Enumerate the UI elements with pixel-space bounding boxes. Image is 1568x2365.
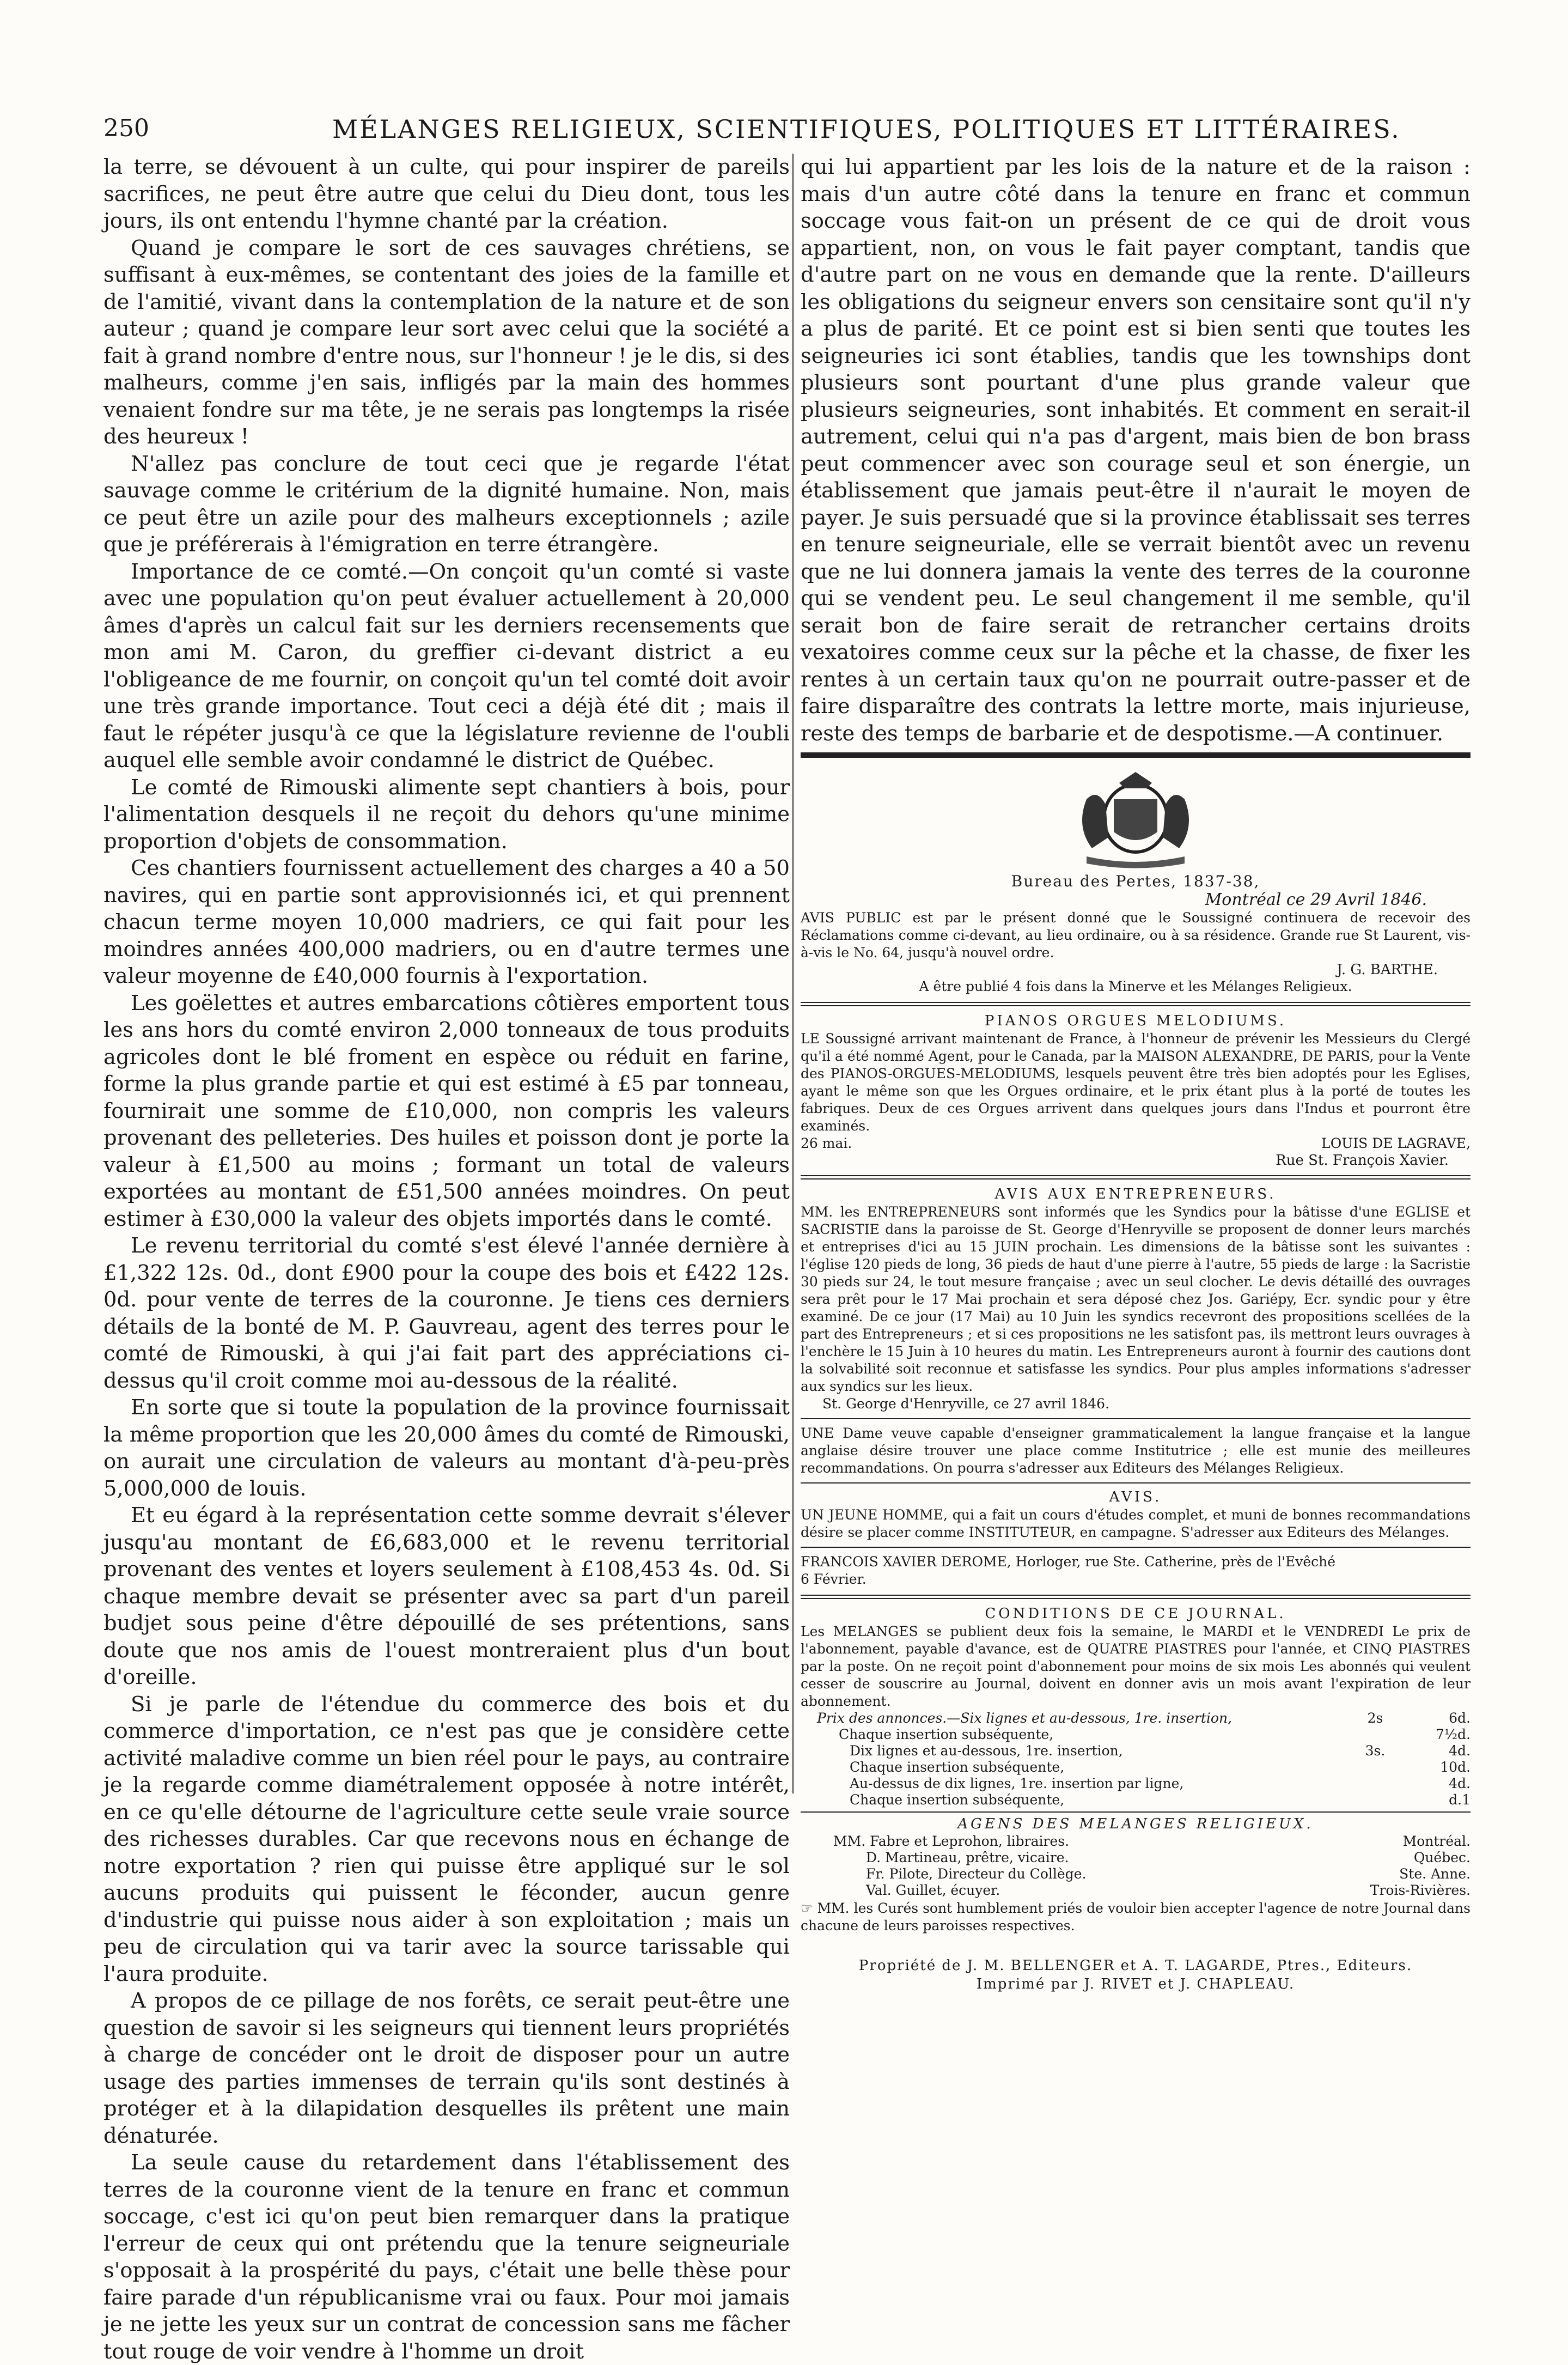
article-continuation: qui lui appartient par les lois de la nature et de la raison : mais d'un autre côté dans la tenure en franc et commun soccage vous fait-on un présent de ce qui de droit vous appartient, non, on vous le fait payer comptant, tandis que d'autre part on ne vous en demande que la rente. D'ailleurs les obligations du seigneur envers son censitaire sont qu'il n'y a plus de parité. Et ce point est si bien senti que toutes les seigneuries ici sont établies, tandis que les townships dont plusieurs sont pourtant d'une plus grande valeur que plusieurs seigneuries, sont inhabités. Et comment en serait-il autrement, celui qui n'a pas d'argent, mais bien de bon brass peut commencer avec son courage seul et son énergie, un établissement que jamais peut-être il n'aurait le moyen de payer. Je suis persuadé que si la province établissait ses terres en tenure seigneuriale, elle se verrait bientôt avec un revenu que ne lui donnera jamais la vente des terres de la couronne qui se vendent peu. Le seul changement il me semble, qu'il serait bon de faire serait de retrancher certains droits vexatoires comme ceux sur la pêche et la chasse, de fixer les rentes à un certain taux qu'on ne pourrait outre-passer et de faire disparaître des contrats la lettre morte, mais injurieuse, reste des temps de barbarie et de despotisme.—A continuer. bbox=[801, 155, 1471, 746]
pertes-dateline: Montréal ce 29 Avril 1846. bbox=[1205, 890, 1427, 909]
agents-section bbox=[801, 1816, 1471, 1935]
pertes-note: A être publié 4 fois dans la Minerve et les Mélanges Religieux. bbox=[919, 978, 1352, 994]
price-table bbox=[817, 1710, 1471, 1808]
jeune-homme-notice bbox=[801, 1489, 1471, 1541]
page-number: 250 bbox=[103, 114, 149, 142]
pianos-signature: LOUIS DE LAGRAVE, bbox=[1321, 1135, 1471, 1151]
pertes-heading: Bureau des Pertes, 1837-38, bbox=[1011, 872, 1260, 890]
notice-divider bbox=[801, 1175, 1471, 1180]
paragraph: Le comté de Rimouski alimente sept chantiers à bois, pour l'alimentation desquels il ne reçoit du dehors qu'une minime proportion d'objets de consommation. bbox=[103, 775, 790, 854]
price-row: Chaque insertion subséquente, 7½d. bbox=[839, 1726, 1471, 1742]
pertes-body: AVIS PUBLIC est par le présent donné que le Soussigné continuera de recevoir des Réclamations comme ci-devant, au lieu ordinaire, ou à sa résidence. Grande rue St Laurent, vis-à-vis le No. 64, jusqu'à nouvel ordre. bbox=[801, 910, 1471, 960]
column-divider bbox=[792, 154, 794, 1793]
price-row: Chaque insertion subséquente, 10d. bbox=[850, 1759, 1471, 1775]
paragraph: Ces chantiers fournissent actuellement des charges a 40 a 50 navires, qui en partie sont approvisionnés ici, et qui prennent chacun terme moyen 10,000 madriers, ce qui fait pour les moindres années 400,000 madriers, ou en d'autre termes une valeur moyenne de £40,000 fournis à l'exportation. bbox=[103, 856, 790, 988]
left-column bbox=[103, 154, 790, 2365]
pointing-hand-icon: ☞ bbox=[801, 1900, 813, 1916]
agents-title: AGENS DES MELANGES RELIGIEUX. bbox=[957, 1816, 1314, 1832]
pianos-address: Rue St. François Xavier. bbox=[1276, 1152, 1449, 1169]
conditions-body: Les MELANGES se publient deux fois la semaine, le MARDI et le VENDREDI Le prix de l'abonnement, payable d'avance, est de QUATRE PIASTRES pour l'année, et CINQ PIASTRES par la poste. On ne reçoit point d'abonnement pour moins de six mois Les abonnés qui veulent cesser de souscrire au Journal, doivent en donner avis un mois avant l'expiration de leur abonnement. bbox=[801, 1624, 1471, 1709]
paragraph: N'allez pas conclure de tout ceci que je regarde l'état sauvage comme le critérium de la dignité humaine. Non, mais ce peut être un azile pour des malheurs exceptionnels ; azile que je préférerais à l'émigration en terre étrangère. bbox=[103, 451, 790, 557]
paragraph: En sorte que si toute la population de la province fournissait la même proportion que les 20,000 âmes du comté de Rimouski, on aurait une circulation de valeurs au montant d'à-peu-près 5,000,000 de louis. bbox=[103, 1395, 790, 1501]
paragraph: Quand je compare le sort de ces sauvages chrétiens, se suffisant à eux-mêmes, se contentant des joies de la famille et de l'amitié, vivant dans la contemplation de la nature et de son auteur ; quand je compare leur sort avec celui que la société a fait à grand nombre d'entre nous, sur l'honneur ! je le dis, si des malheurs, comme j'en sais, infligés par la main des hommes venaient fondre sur ma tête, je ne serais pas longtemps la risée des heureux ! bbox=[103, 235, 790, 449]
notice-divider bbox=[801, 1002, 1471, 1006]
agents-note: MM. les Curés sont humblement priés de vouloir bien accepter l'agence de notre Journal dans chacune de leurs paroisses respectives. bbox=[801, 1900, 1471, 1934]
dame-notice: UNE Dame veuve capable d'enseigner grammaticalement la langue française et la langue anglaise désire trouver une place comme Institutrice ; elle est munie des meilleures recommandations. On pourra s'adresser aux Editeurs des Mélanges Religieux. bbox=[801, 1425, 1471, 1476]
horloger-notice bbox=[801, 1553, 1471, 1588]
pianos-notice bbox=[801, 1013, 1471, 1169]
imprint bbox=[801, 1956, 1471, 1993]
entrepreneurs-dateline: St. George d'Henryville, ce 27 avril 1846. bbox=[822, 1396, 1110, 1412]
royal-arms-emblem bbox=[1054, 767, 1217, 870]
pertes-signature: J. G. BARTHE. bbox=[1337, 962, 1438, 978]
paragraph: Importance de ce comté.—On conçoit qu'un comté si vaste avec une population qu'on peut évaluer actuellement à 20,000 âmes d'après un calcul fait sur les derniers recensements que mon ami M. Caron, du greffier ci-devant district a eu l'obligeance de me fournir, on conçoit qu'un tel comté doit avoir une très grande importance. Tout ceci a déjà été dit ; mais il faut le répéter jusqu'à ce que la législature revienne de l'oubli auquel elle semble avoir condamné le district de Québec. bbox=[103, 559, 790, 773]
price-row: Chaque insertion subséquente, d.1 bbox=[850, 1792, 1471, 1808]
imprint-proprietors: Propriété de J. M. BELLENGER et A. T. LAGARDE, Ptres., Editeurs. bbox=[858, 1957, 1413, 1974]
paragraph: A propos de ce pillage de nos forêts, ce serait peut-être une question de savoir si les seigneurs qui tiennent leurs propriétés à charge de concéder ont le droit de disposer pour un autre usage des parties immenses de terrain qu'ils sont destinés à protéger et à la dilapidation desquelles ils prêtent une main dénaturée. bbox=[103, 1989, 790, 2148]
paragraph: La seule cause du retardement dans l'établissement des terres de la couronne vient de la tenure en franc et commun soccage, c'est ici qu'on peut bien remarquer dans la pratique l'erreur de ceux qui ont prétendu que la tenure seigneuriale s'opposait à la prospérité du pays, c'était une belle thèse pour faire parade d'un républicanisme vrai ou faux. Pour moi jamais je ne jette les yeux sur un contrat de concession sans me fâcher tout rouge de voir vendre à l'homme un droit bbox=[103, 2150, 790, 2364]
pertes-notice bbox=[801, 872, 1471, 995]
paragraph: Le revenu territorial du comté s'est élevé l'année dernière à £1,322 12s. 0d., dont £900 pour la coupe des bois et £422 12s. 0d. pour vente de terres de la couronne. Je tiens ces derniers détails de la bonté de M. P. Gauvreau, agent des terres pour le comté de Rimouski, à qui j'ai fait part des appréciations ci-dessus qu'il croit comme moi au-dessous de la réalité. bbox=[103, 1233, 790, 1393]
conditions-title: CONDITIONS DE CE JOURNAL. bbox=[985, 1606, 1286, 1622]
horloger-body: FRANCOIS XAVIER DEROME, Horloger, rue Ste. Catherine, près de l'Evêché bbox=[801, 1554, 1336, 1570]
entrepreneurs-notice bbox=[801, 1186, 1471, 1413]
imprint-printers: Imprimé par J. RIVET et J. CHAPLEAU. bbox=[976, 1976, 1295, 1992]
running-title: MÉLANGES RELIGIEUX, SCIENTIFIQUES, POLITIQUES ET LITTÉRAIRES. bbox=[332, 114, 1401, 144]
entrepreneurs-body: MM. les ENTREPRENEURS sont informés que les Syndics pour la bâtisse d'une EGLISE et SACRISTIE dans la paroisse de St. George d'Henryville se proposent de donner leurs marchés et entreprises d'ici au 15 JUIN prochain. Les dimensions de la bâtisse sont les suivantes : l'église 120 pieds de long, 36 pieds de haut d'une pierre à l'autre, 55 pieds de large : la Sacristie 30 pieds sur 24, le tout mesure française ; avec un seul clocher. Le devis détaillé des ouvrages sera prêt pour le 17 Mai prochain et sera déposé chez Jos. Gariépy, Ecr. syndic pour y être examiné. De ce jour (17 Mai) au 10 Juin les syndics recevront des propositions scellées de la part des Entrepreneurs ; et si ces propositions ne les satisfont pas, ils mettront leurs ouvrages à l'enchère le 15 Juin à 10 heures du matin. Les Entrepreneurs auront à fournir des cautions dont la solvabilité soit reconnue et satisfasse les syndics. Pour plus amples informations s'adresser aux syndics sur les lieux. bbox=[801, 1204, 1471, 1394]
price-row: Dix lignes et au-dessous, 1re. insertion, 3s. 4d. bbox=[850, 1743, 1471, 1759]
price-row: Prix des annonces.—Six lignes et au-dessous, 1re. insertion, 2s 6d. bbox=[817, 1710, 1471, 1726]
pianos-body: LE Soussigné arrivant maintenant de France, à l'honneur de prévenir les Messieurs du Clergé qu'il a été nommé Agent, pour le Canada, par la MAISON ALEXANDRE, DE PARIS, pour la Vente des PIANOS-ORGUES-MELODIUMS, lesquels peuvent être très bien adoptés pour les Eglises, ayant le même son que les Orgues ordinaire, et le prix étant plus à la porté de toutes les fabriques. Deux de ces Orgues arrivent dans quelques jours dans l'Indus et pourront être examinés. bbox=[801, 1031, 1471, 1134]
paragraph: Les goëlettes et autres embarcations côtières emportent tous les ans hors du comté environ 2,000 tonneaux de tous produits agricoles dont le blé froment en espèce ou réduit en farine, forme la plus grande partie et qui est estimé à £5 par tonneau, fournirait une somme de £10,000, non compris les valeurs provenant des pelleteries. Des huiles et poisson dont je porte la valeur à £1,500 au moins ; formant un total de valeurs exportées au montant de £51,500 années moindres. On peut estimer à £30,000 la valeur des objets importés dans le comté. bbox=[103, 990, 790, 1231]
paragraph: Et eu égard à la représentation cette somme devrait s'élever jusqu'au montant de £6,683,000 et le revenu territorial provenant des ventes et loyers seulement à £108,453 4s. 0d. Si chaque membre devait se présenter avec sa part d'un pareil budjet sous peine d'être dépouillé de ses prétentions, sans doute que nos amis de l'ouest montreraient plus d'un bout d'oreille. bbox=[103, 1503, 790, 1689]
notice-divider bbox=[801, 1418, 1471, 1419]
agent-row: MM. Fabre et Leprohon, libraires. Montréal. bbox=[833, 1833, 1471, 1849]
horloger-date: 6 Février. bbox=[801, 1571, 867, 1587]
jeune-homme-title: AVIS. bbox=[1109, 1489, 1162, 1505]
notice-divider bbox=[801, 1547, 1471, 1548]
notice-divider bbox=[801, 1595, 1471, 1599]
entrepreneurs-title: AVIS AUX ENTREPRENEURS. bbox=[995, 1186, 1277, 1202]
price-row: Au-dessus de dix lignes, 1re. insertion par ligne, 4d. bbox=[850, 1776, 1471, 1791]
section-divider bbox=[801, 752, 1471, 758]
paragraph: Si je parle de l'étendue du commerce des bois et du commerce d'importation, ce n'est pas que je considère cette activité maladive comme un bien réel pour le pays, au contraire je la regarde comme diamétralement opposée à notre intérêt, en ce qu'elle détourne de l'agriculture cette seule vraie source des richesses durables. Car que recevons nous en échange de notre exportation ? rien qui puisse être appliqué sur le sol aucuns produits qui puissent le féconder, aucun genre d'industrie qui puisse nous aider à son exploitation ; mais un peu de circulation qui va tarir avec la source tarissable qui l'aura produite. bbox=[103, 1692, 790, 1986]
page-header bbox=[103, 114, 1465, 147]
pianos-title: PIANOS ORGUES MELODIUMS. bbox=[984, 1013, 1287, 1029]
paragraph: la terre, se dévouent à un culte, qui pour inspirer de pareils sacrifices, ne peut être autre que celui du Dieu dont, tous les jours, ils ont entendu l'hymne chanté par la création. bbox=[103, 155, 790, 233]
agent-row: D. Martineau, prêtre, vicaire. Québec. bbox=[866, 1850, 1471, 1865]
notice-divider bbox=[801, 1482, 1471, 1484]
jeune-homme-body: UN JEUNE HOMME, qui a fait un cours d'études complet, et muni de bonnes recommandations désire se placer comme INSTITUTEUR, en campagne. S'adresser aux Editeurs des Mélanges. bbox=[801, 1507, 1471, 1540]
agent-row: Val. Guillet, écuyer. Trois-Rivières. bbox=[866, 1882, 1471, 1898]
pianos-date: 26 mai. bbox=[801, 1135, 852, 1151]
notice-divider bbox=[801, 1811, 1471, 1813]
agents-list bbox=[833, 1833, 1471, 1899]
right-column bbox=[801, 154, 1471, 1993]
conditions-section bbox=[801, 1606, 1471, 1808]
agent-row: Fr. Pilote, Directeur du Collège. Ste. Anne. bbox=[866, 1866, 1471, 1882]
